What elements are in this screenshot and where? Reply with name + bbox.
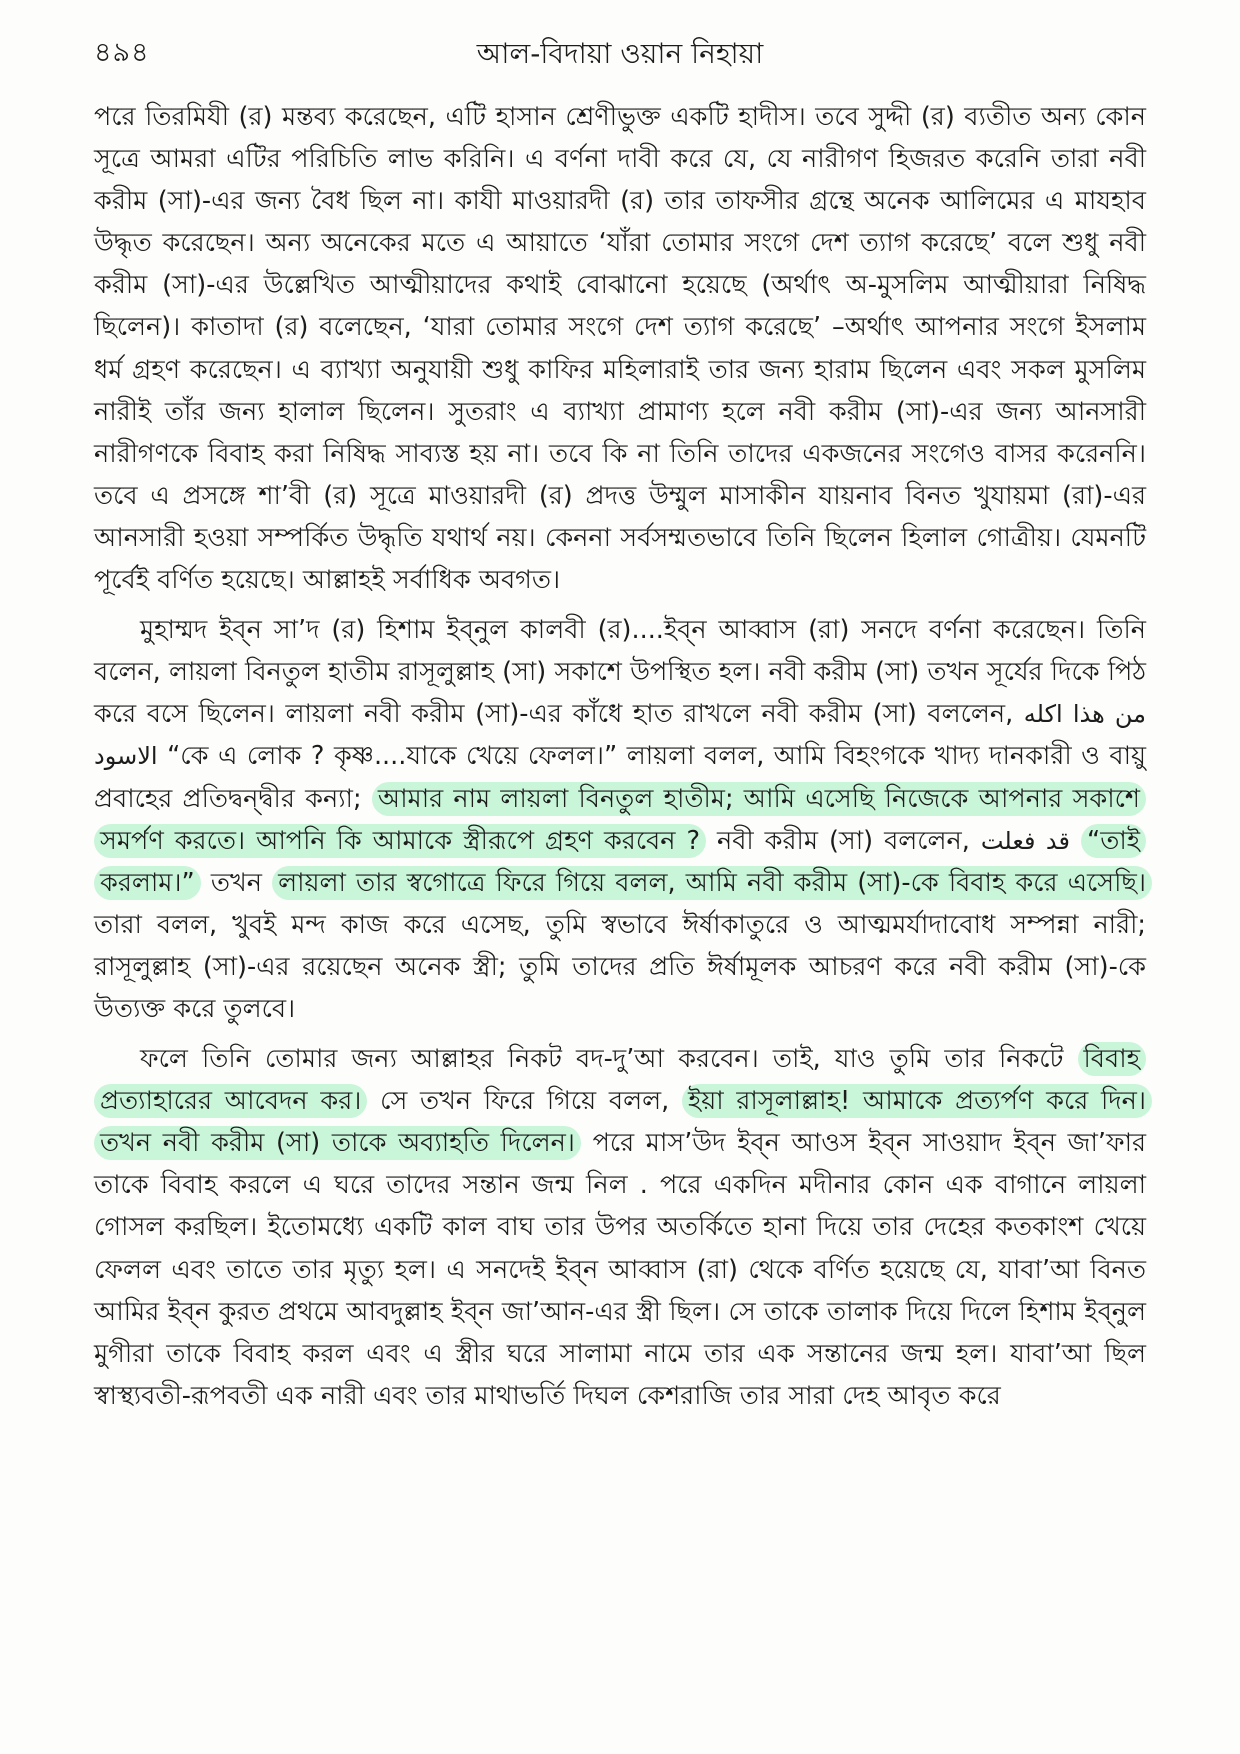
arabic-phrase: قد فعلت — [980, 826, 1070, 855]
paragraph-3 — [94, 1038, 1146, 1417]
highlighted-text: আমার নাম লায়লা বিনতুল হাতীম; আমি এসেছি নিজেকে আপনার সকাশে সমর্পণ করতে। আপনি কি আমাকে স্ত্রীরূপে গ্রহণ করবেন ? — [94, 782, 1146, 858]
paragraph-2 — [94, 609, 1146, 1030]
highlighted-text: ইয়া রাসূলাল্লাহ! আমাকে প্রত্যর্পণ করে দিন। — [682, 1084, 1152, 1118]
text-segment: “কে এ লোক ? কৃষ্ণ....যাকে খেয়ে ফেলল।” লায়লা বলল, আমি বিহংগকে খাদ্য দানকারী ও বায়ু প্রবাহের প্রতিদ্বন্দ্বীর কন্যা; — [94, 741, 1146, 814]
text-segment: মুহাম্মদ ইব্‌ন সা’দ (র) হিশাম ইব্‌নুল কালবী (র)....ইব্‌ন আব্বাস (রা) সনদে বর্ণনা করেছেন। তিনি বলেন, লায়লা বিনতুল হাতীম রাসূলুল্লাহ (সা) সকাশে উপস্থিত হল। নবী করীম (সা) তখন সূর্যের দিকে পিঠ করে বসে ছিলেন। লায়লা নবী করীম (সা)-এর কাঁধে হাত রাখলে নবী করীম (সা) বললেন, — [94, 615, 1146, 730]
page-header — [94, 28, 1146, 80]
text-segment: পরে মাস’উদ ইব্‌ন আওস ইব্‌ন সাওয়াদ ইব্‌ন জা’ফার তাকে বিবাহ করলে এ ঘরে তাদের সন্তান জন্ম নিল . পরে একদিন মদীনার কোন এক বাগানে লায়লা গোসল করছিল। ইতোমধ্যে একটি কাল বাঘ তার উপর অতর্কিতে হানা দিয়ে তার দেহের কতকাংশ খেয়ে ফেলল এবং তাতে তার মৃত্যু হল। এ সনদেই ইব্‌ন আব্বাস (রা) থেকে বর্ণিত হয়েছে যে, যাবা’আ বিনত আমির ইব্‌ন কুরত প্রথমে আবদুল্লাহ ইব্‌ন জা’আন-এর স্ত্রী ছিল। সে তাকে তালাক দিয়ে দিলে হিশাম ইব্‌নুল মুগীরা তাকে বিবাহ করল এবং এ স্ত্রীর ঘরে সালামা নামে তার এক সন্তানের জন্ম হল। যাবা’আ ছিল স্বাস্থ্যবতী-রূপবতী এক নারী এবং তার মাথাভর্তি দিঘল কেশরাজি তার সারা দেহ আবৃত করে — [94, 1128, 1147, 1411]
text-segment: তখন — [210, 867, 262, 898]
running-title: আল-বিদায়া ওয়ান নিহায়া — [476, 37, 764, 70]
body-text — [94, 96, 1146, 1417]
paragraph-1: পরে তিরমিযী (র) মন্তব্য করেছেন, এটি হাসান শ্রেণীভুক্ত একটি হাদীস। তবে সুদ্দী (র) ব্যতীত অন্য কোন সূত্রে আমরা এটির পরিচিতি লাভ করিনি। এ বর্ণনা দাবী করে যে, যে নারীগণ হিজরত করেনি তারা নবী করীম (সা)-এর জন্য বৈধ ছিল না। কাযী মাওয়ারদী (র) তার তাফসীর গ্রন্থে অনেক আলিমের এ মাযহাব উদ্ধৃত করেছেন। অন্য অনেকের মতে এ আয়াতে ‘যাঁরা তোমার সংগে দেশ ত্যাগ করেছে’ বলে শুধু নবী করীম (সা)-এর উল্লেখিত আত্মীয়াদের কথাই বোঝানো হয়েছে (অর্থাৎ অ-মুসলিম আত্মীয়ারা নিষিদ্ধ ছিলেন)। কাতাদা (র) বলেছেন, ‘যারা তোমার সংগে দেশ ত্যাগ করেছে’ –অর্থাৎ আপনার সংগে ইসলাম ধর্ম গ্রহণ করেছেন। এ ব্যাখ্যা অনুযায়ী শুধু কাফির মহিলারাই তার জন্য হারাম ছিলেন এবং সকল মুসলিম নারীই তাঁর জন্য হালাল ছিলেন। সুতরাং এ ব্যাখ্যা প্রামাণ্য হলে নবী করীম (সা)-এর জন্য আনসারী নারীগণকে বিবাহ করা নিষিদ্ধ সাব্যস্ত হয় না। তবে কি না তিনি তাদের একজনের সংগেও বাসর করেননি। তবে এ প্রসঙ্গে শা’বী (র) সূত্রে মাওয়ারদী (র) প্রদত্ত উম্মুল মাসাকীন যায়নাব বিনত খুযায়মা (রা)-এর আনসারী হওয়া সম্পর্কিত উদ্ধৃতি যথার্থ নয়। কেননা সর্বসম্মতভাবে তিনি ছিলেন হিলাল গোত্রীয়। যেমনটি পূর্বেই বর্ণিত হয়েছে। আল্লাহই সর্বাধিক অবগত। — [94, 102, 1146, 596]
page-number: ৪৯৪ — [94, 37, 150, 68]
highlighted-text: বিবাহ প্রত্যাহারের আবেদন কর। — [94, 1042, 1146, 1118]
highlighted-text: তখন নবী করীম (সা) তাকে অব্যাহতি দিলেন। — [94, 1126, 581, 1160]
arabic-phrase: من هذا اكله الاسود — [94, 700, 1146, 771]
text-segment: সে তখন ফিরে গিয়ে বলল, — [380, 1086, 670, 1117]
highlighted-text: লায়লা তার স্বগোত্রে ফিরে গিয়ে বলল, আমি নবী করীম (সা)-কে বিবাহ করে এসেছি। — [272, 866, 1152, 900]
text-segment: ফলে তিনি তোমার জন্য আল্লাহর নিকট বদ-দু’আ করবেন। তাই, যাও তুমি তার নিকটে — [140, 1044, 1064, 1075]
highlighted-text: “তাই করলাম।” — [94, 824, 1146, 900]
text-segment: তারা বলল, খুবই মন্দ কাজ করে এসেছ, তুমি স্বভাবে ঈর্ষাকাতুরে ও আত্মমর্যাদাবোধ সম্পন্না নারী; রাসূলুল্লাহ (সা)-এর রয়েছেন অনেক স্ত্রী; তুমি তাদের প্রতি ঈর্ষামূলক আচরণ করে নবী করীম (সা)-কে উত্যক্ত করে তুলবে। — [94, 909, 1146, 1024]
text-segment: নবী করীম (সা) বললেন, — [716, 825, 970, 856]
